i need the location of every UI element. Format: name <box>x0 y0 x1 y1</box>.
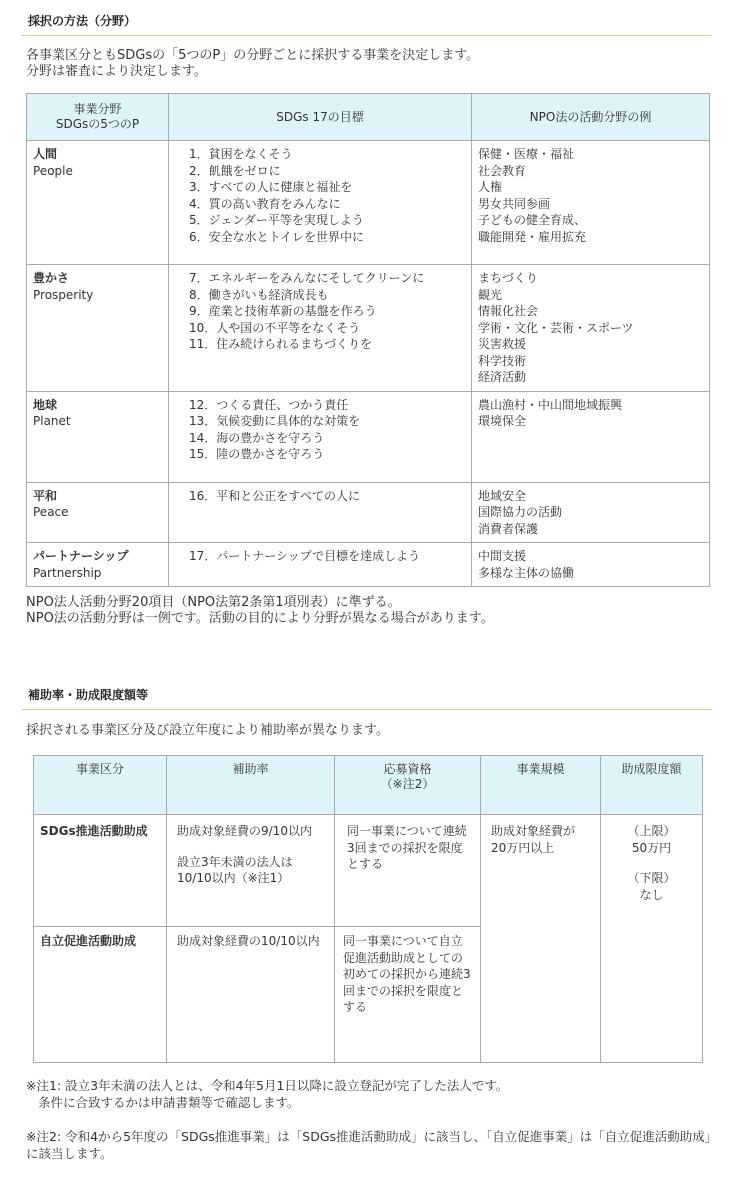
note1-line2: 条件に合致するかは申請書類等で確認します。 <box>38 1095 300 1110</box>
header-scale: 事業規模 <box>481 756 601 815</box>
example-item: 経済活動 <box>478 370 527 384</box>
field-cell <box>27 482 169 543</box>
rate-cell <box>167 815 335 927</box>
header-field: 事業分野 SDGsの5つのP <box>27 94 169 141</box>
table-row <box>34 815 703 927</box>
goal-item: 14．海の豊かさを守ろう <box>189 430 325 445</box>
subsidy-table <box>33 755 703 1063</box>
scale-cell: 助成対象経費が20万円以上 <box>481 815 601 1063</box>
header-sdgs-goals: SDGs 17の目標 <box>169 94 472 141</box>
header-eligibility: 応募資格 （※注2） <box>335 756 481 815</box>
example-item: 中間支援 <box>478 549 527 563</box>
example-item: 災害救援 <box>478 337 527 351</box>
eligibility-cell: 同一事業について自立促進活動助成としての初めての採択から連続3回までの採択を限度とする <box>335 927 481 1063</box>
header-npo-examples: NPO法の活動分野の例 <box>472 94 710 141</box>
examples-cell <box>472 482 710 543</box>
examples-cell <box>472 391 710 482</box>
category-cell: SDGs推進活動助成 <box>34 815 167 927</box>
table-row <box>27 265 710 392</box>
table-row <box>27 482 710 543</box>
example-item: 環境保全 <box>478 414 527 428</box>
limit-cell <box>601 815 703 1063</box>
example-item: 学術・文化・芸術・スポーツ <box>478 320 634 335</box>
sdgs-field-table <box>26 93 710 587</box>
goals-cell <box>169 482 472 543</box>
goal-item: 9．産業と技術革新の基盤を作ろう <box>189 304 377 318</box>
field-cell <box>27 141 169 265</box>
field-cell <box>27 391 169 482</box>
field-cell <box>27 543 169 587</box>
example-item: まちづくり <box>478 271 538 285</box>
example-item: 多様な主体の協働 <box>478 565 575 580</box>
selection-intro <box>22 48 712 80</box>
goal-item: 1．貧困をなくそう <box>189 147 293 161</box>
table-row <box>27 141 710 265</box>
intro-line-2: 分野は審査により決定します。 <box>26 64 207 79</box>
goal-item: 15．陸の豊かさを守ろう <box>189 447 325 461</box>
limit-lower-value: なし <box>639 887 664 902</box>
example-item: 消費者保護 <box>478 521 539 536</box>
goal-item: 3．すべての人に健康と福祉を <box>189 180 353 194</box>
subsidy-intro: 採択される事業区分及び設立年度により補助率が異なります。 <box>26 723 389 738</box>
table-row <box>27 543 710 587</box>
selection-footnotes <box>22 595 712 627</box>
goals-cell <box>169 265 472 392</box>
goal-item: 7．エネルギーをみんなにそしてクリーンに <box>189 271 425 285</box>
goal-item: 8．働きがいも経済成長も <box>189 287 329 302</box>
goal-item: 5．ジェンダー平等を実現しよう <box>189 213 364 227</box>
note1-line1: ※注1: 設立3年未満の法人とは、令和4年5月1日以降に設立登記が完了した法人です。 <box>26 1078 509 1093</box>
examples-cell <box>472 141 710 265</box>
header-category: 事業区分 <box>34 756 167 815</box>
footnote-line: NPO法人活動分野20項目（NPO法第2条第1項別表）に準ずる。 <box>26 595 401 610</box>
selection-method-section <box>22 12 712 627</box>
field-name: 豊かさ <box>33 271 70 285</box>
table-header-row <box>34 756 703 815</box>
example-item: 男女共同参画 <box>478 196 551 211</box>
goal-item: 12．つくる責任、つかう責任 <box>189 397 349 412</box>
example-item: 農山漁村・中山間地域振興 <box>478 397 623 412</box>
subsidy-notes <box>26 1077 712 1162</box>
eligibility-cell: 同一事業について連続3回までの採択を限度とする <box>335 815 481 927</box>
goal-item: 4．質の高い教育をみんなに <box>189 196 341 211</box>
goals-cell <box>169 141 472 265</box>
goal-item: 17．パートナーシップで目標を達成しよう <box>189 549 421 563</box>
field-name-en: Partnership <box>33 565 102 580</box>
field-name-en: People <box>33 163 73 178</box>
goal-item: 13．気候変動に具体的な対策を <box>189 414 361 428</box>
example-item: 観光 <box>478 287 503 302</box>
subsidy-rate-section <box>22 686 712 1162</box>
rate-note-text: 設立3年未満の法人は10/10以内（※注1） <box>177 854 293 885</box>
footnote-line: NPO法の活動分野は一例です。活動の目的により分野が異なる場合があります。 <box>26 611 494 626</box>
examples-cell <box>472 265 710 392</box>
field-name-en: Planet <box>33 414 71 428</box>
goal-item: 10．人や国の不平等をなくそう <box>189 320 361 335</box>
table-header-row <box>27 94 710 141</box>
example-item: 社会教育 <box>478 163 527 178</box>
example-item: 科学技術 <box>478 353 527 368</box>
examples-cell <box>472 543 710 587</box>
limit-upper-label: （上限） <box>627 824 676 838</box>
header-limit: 助成限度額 <box>601 756 703 815</box>
goals-cell <box>169 391 472 482</box>
field-name: パートナーシップ <box>33 549 129 563</box>
intro-line-1: 各事業区分ともSDGsの「5つのP」の分野ごとに採択する事業を決定します。 <box>26 48 480 63</box>
goal-item: 16．平和と公正をすべての人に <box>189 488 361 503</box>
field-name: 平和 <box>33 488 58 503</box>
field-name: 地球 <box>33 397 58 412</box>
header-rate: 補助率 <box>167 756 335 815</box>
example-item: 国際協力の活動 <box>478 505 563 519</box>
example-item: 子どもの健全育成、 <box>478 213 587 227</box>
goal-item: 2．飢餓をゼロに <box>189 163 281 178</box>
note2: ※注2: 令和4から5年度の「SDGs推進事業」は「SDGs推進活動助成」に該当し、「自立促進事業」は「自立促進活動助成」に該当します。 <box>26 1129 712 1161</box>
section-title-subsidy-rate: 補助率・助成限度額等 <box>22 686 712 710</box>
table-row <box>27 391 710 482</box>
rate-cell: 助成対象経費の10/10以内 <box>167 927 335 1063</box>
example-item: 地域安全 <box>478 488 527 503</box>
example-item: 職能開発・雇用拡充 <box>478 229 587 244</box>
rate-text: 助成対象経費の9/10以内 <box>177 824 312 838</box>
section-title-selection-method: 採択の方法（分野） <box>22 12 712 36</box>
goals-cell <box>169 543 472 587</box>
field-name-en: Prosperity <box>33 287 94 302</box>
field-name: 人間 <box>33 147 58 161</box>
example-item: 情報化社会 <box>478 304 539 318</box>
category-cell: 自立促進活動助成 <box>34 927 167 1063</box>
field-name-en: Peace <box>33 505 69 519</box>
limit-lower-label: （下限） <box>627 871 676 885</box>
example-item: 保健・医療・福祉 <box>478 147 575 161</box>
example-item: 人権 <box>478 180 503 194</box>
limit-upper-value: 50万円 <box>631 840 672 855</box>
field-cell <box>27 265 169 392</box>
goal-item: 11．住み続けられるまちづくりを <box>189 337 373 351</box>
goal-item: 6．安全な水とトイレを世界中に <box>189 229 365 244</box>
